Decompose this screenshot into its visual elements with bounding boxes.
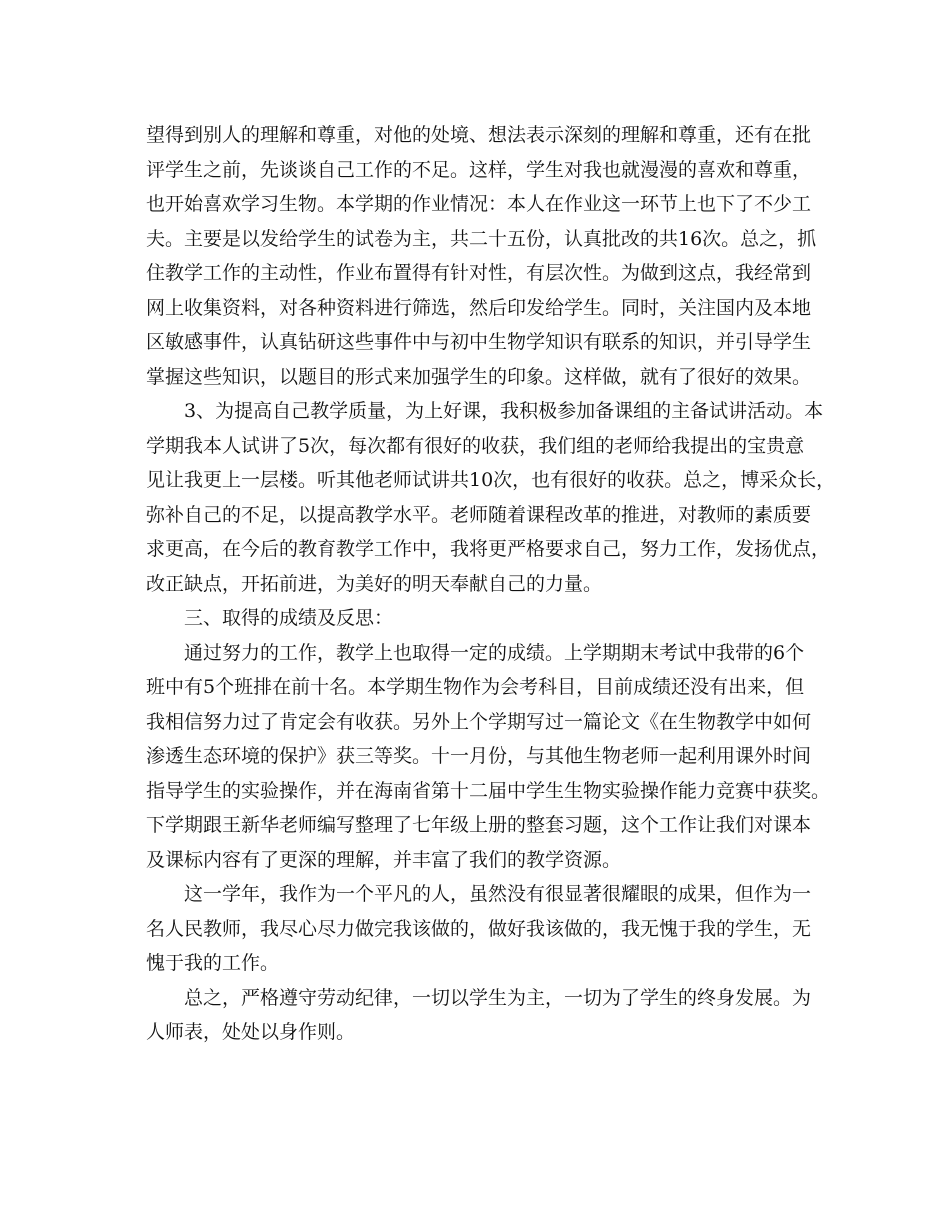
text-line: 愧于我的工作。 [146, 952, 280, 974]
text-line: 班中有5个班排在前十名。本学期生物作为会考科目，目前成绩还没有出来，但 [146, 676, 805, 698]
text-line: 求更高，在今后的教育教学工作中，我将更严格要求自己，努力工作，发扬优点， [146, 538, 831, 560]
text-line: 弥补自己的不足，以提高教学水平。老师随着课程改革的推进，对教师的素质要 [146, 503, 812, 526]
text-line: 见让我更上一层楼。听其他老师试讲共10次，也有很好的收获。总之，博采众长， [146, 469, 836, 491]
document-body [146, 118, 836, 1050]
paragraph-start-line: 总之，严格遵守劳动纪律，一切以学生为主，一切为了学生的终身发展。为 [184, 986, 812, 1009]
text-line: 改正缺点，开拓前进，为美好的明天奉献自己的力量。 [146, 572, 603, 595]
text-line: 住教学工作的主动性，作业布置得有针对性，有层次性。为做到这点，我经常到 [146, 262, 812, 284]
text-line: 学期我本人试讲了5次，每次都有很好的收获，我们组的老师给我提出的宝贵意 [146, 434, 805, 457]
text-line: 我相信努力过了肯定会有收获。另外上个学期写过一篇论文《在生物教学中如何 [146, 710, 812, 733]
text-line: 下学期跟王新华老师编写整理了七年级上册的整套习题，这个工作让我们对课本 [146, 814, 812, 836]
text-line: 评学生之前，先谈谈自己工作的不足。这样，学生对我也就漫漫的喜欢和尊重， [146, 158, 812, 181]
text-line: 夫。主要是以发给学生的试卷为主，共二十五份，认真批改的共16次。总之，抓 [146, 227, 817, 250]
text-line: 网上收集资料，对各种资料进行筛选，然后印发给学生。同时，关注国内及本地 [146, 296, 812, 319]
text-line: 指导学生的实验操作，并在海南省第十二届中学生生物实验操作能力竞赛中获奖。 [146, 779, 831, 802]
paragraph-start-line: 这一学年，我作为一个平凡的人，虽然没有很显著很耀眼的成果，但作为一 [184, 883, 812, 905]
text-line: 区敏感事件，认真钻研这些事件中与初中生物学知识有联系的知识，并引导学生 [146, 331, 812, 353]
text-line: 掌握这些知识，以题目的形式来加强学生的印象。这样做，就有了很好的效果。 [146, 365, 812, 388]
text-line: 及课标内容有了更深的理解，并丰富了我们的教学资源。 [146, 848, 622, 871]
section-heading: 三、取得的成绩及反思： [184, 607, 394, 629]
paragraph-start-line: 通过努力的工作，教学上也取得一定的成绩。上学期期末考试中我带的6个 [184, 641, 805, 664]
text-line: 人师表，处处以身作则。 [146, 1021, 356, 1043]
text-line: 名人民教师，我尽心尽力做完我该做的，做好我该做的，我无愧于我的学生，无 [146, 917, 812, 940]
paragraph-start-line: 3、为提高自己教学质量，为上好课，我积极参加备课组的主备试讲活动。本 [184, 400, 824, 422]
text-line: 也开始喜欢学习生物。本学期的作业情况：本人在作业这一环节上也下了不少工 [146, 193, 812, 215]
text-line: 渗透生态环境的保护》获三等奖。十一月份，与其他生物老师一起利用课外时间 [146, 745, 812, 767]
text-line: 望得到别人的理解和尊重，对他的处境、想法表示深刻的理解和尊重，还有在批 [146, 124, 812, 146]
